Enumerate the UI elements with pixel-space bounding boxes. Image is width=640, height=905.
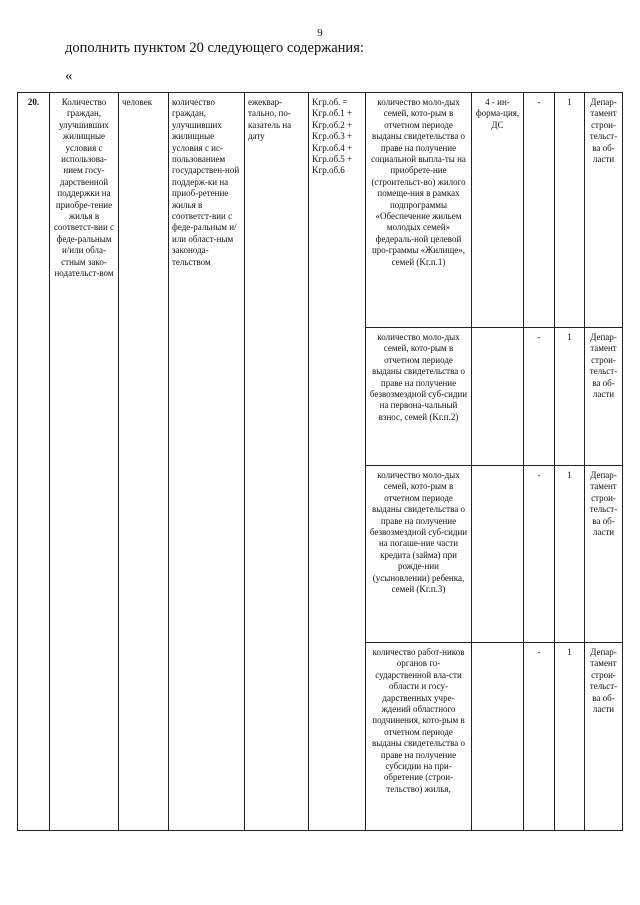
dash-cell: -: [524, 466, 555, 643]
calculation-formula: Kгр.об. = Kгр.об.1 + Kгр.об.2 + Kгр.об.3 + Kгр.об.4 + Kгр.об.5 + Kгр.об.6: [309, 93, 366, 831]
one-cell: 1: [555, 93, 585, 328]
table-row: [18, 93, 623, 328]
data-source: [472, 643, 524, 831]
one-cell: 1: [555, 643, 585, 831]
one-cell: 1: [555, 328, 585, 466]
data-source: 4 - ин-форма-ция, ДС: [472, 93, 524, 328]
data-source: [472, 466, 524, 643]
data-source: [472, 328, 524, 466]
responsible-department: Депар-тамент строи-тельст-ва об-ласти: [585, 328, 623, 466]
dash-cell: -: [524, 93, 555, 328]
one-cell: 1: [555, 466, 585, 643]
sub-item-description: количество работ-ников органов го-сударственной вла-сти области и госу-дарственных учре-ждений областного подчинения, кото-рым в отчетном периоде выданы свидетельства о праве на получение субсидии на при-обретение (строи-тельство) жилья,: [366, 643, 472, 831]
opening-quote: «: [65, 68, 73, 84]
dash-cell: -: [524, 643, 555, 831]
indicator-definition: количество граждан, улучшивших жилищные условия с ис-пользованием государствен-ной поддерж-ки на приоб-ретение жилья в соответст-вии с феде-ральным и/или област-ным законода-тельством: [169, 93, 245, 831]
sub-item-description: количество моло-дых семей, кото-рым в отчетном периоде выданы свидетельства о праве на получение безвозмездной суб-сидии на погаше-ние части кредита (займа) при рожде-нии (усыновлении) ребенка, семей (Kг.п.3): [366, 466, 472, 643]
unit-of-measure: человек: [119, 93, 169, 831]
dash-cell: -: [524, 328, 555, 466]
responsible-department: Депар-тамент строи-тельст-ва об-ласти: [585, 466, 623, 643]
sub-item-description: количество моло-дых семей, кото-рым в отчетном периоде выданы свидетельства о праве на получение социальной выпла-ты на приобрете-ние (строительст-во) жилого помеще-ния в рамках подпрограммы «Обеспечение жильем молодых семей» федераль-ной целевой про-граммы «Жилище», семей (Kг.п.1): [366, 93, 472, 328]
sub-item-description: количество моло-дых семей, кото-рым в отчетном периоде выданы свидетельства о праве на получение безвозмездной суб-сидии на первона-чальный взнос, семей (Kг.п.2): [366, 328, 472, 466]
periodicity: ежеквар-тально, по-казатель на дату: [245, 93, 309, 831]
intro-text: дополнить пунктом 20 следующего содержания:: [65, 40, 364, 56]
responsible-department: Депар-тамент строи-тельст-ва об-ласти: [585, 93, 623, 328]
responsible-department: Депар-тамент строи-тельст-ва об-ласти: [585, 643, 623, 831]
indicator-name: Количество граждан, улучшивших жилищные условия с использова-нием госу-дарственной поддержки на приобре-тение жилья в соответст-вии с феде-ральным и/или обла-стным зако-нодательст-вом: [50, 93, 119, 831]
page-number: 9: [317, 27, 323, 39]
row-number: 20.: [18, 93, 50, 831]
indicator-table: [17, 92, 623, 831]
